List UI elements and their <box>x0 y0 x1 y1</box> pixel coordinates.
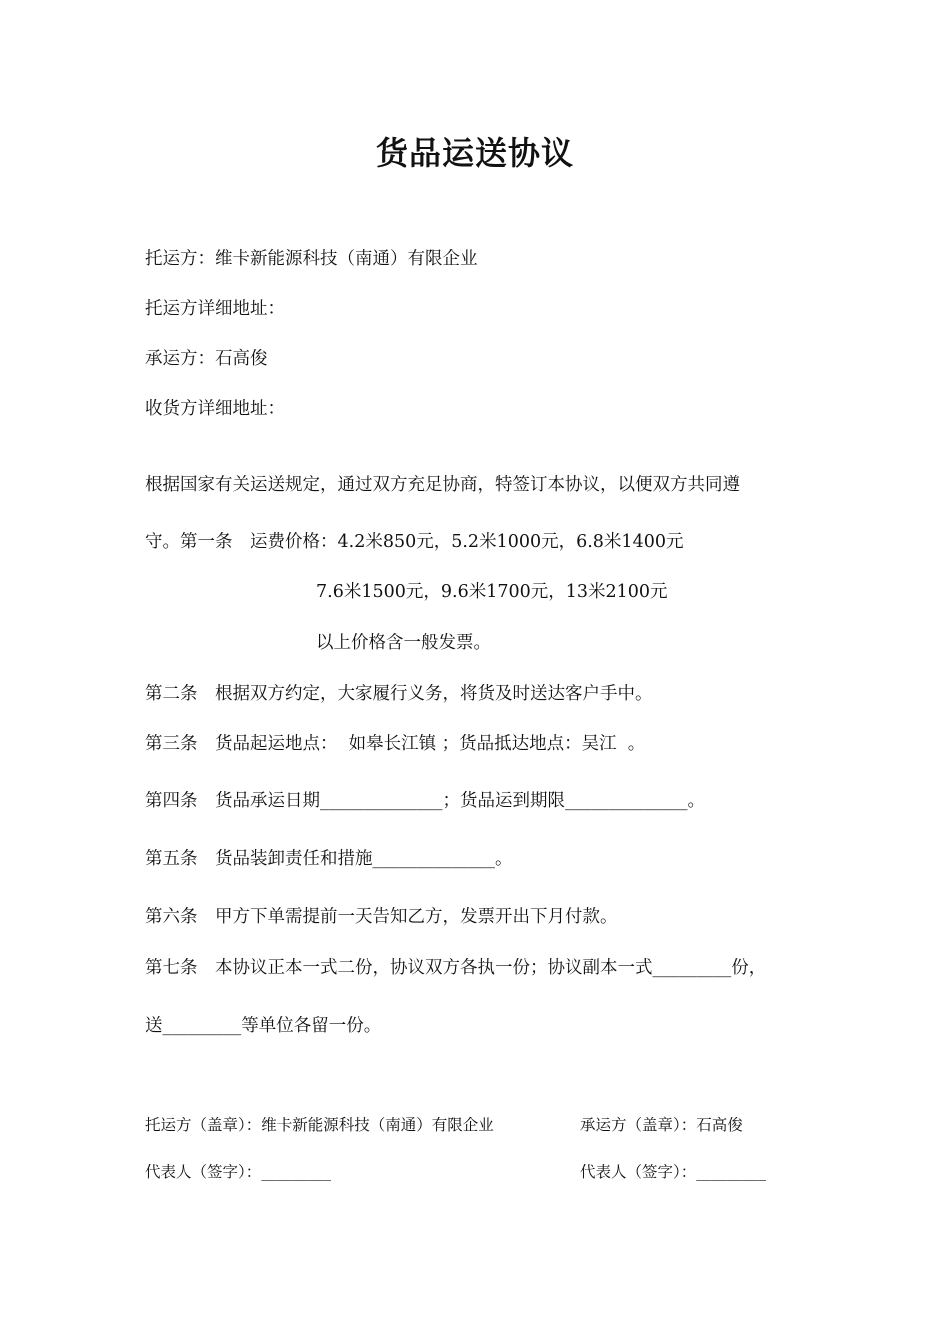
article-2: 第二条 根据双方约定，大家履行义务，将货及时送达客户手中。 <box>145 684 653 704</box>
intro-line-2: 守。第一条 运费价格：4.2米850元，5.2米1000元，6.8米1400元 <box>145 532 684 552</box>
carrier-seal: 承运方（盖章）：石高俊 <box>580 1116 743 1134</box>
article-7-line-1: 第七条 本协议正本一式二份，协议双方各执一份；协议副本一式_________份， <box>145 958 767 978</box>
shipper-seal: 托运方（盖章）：维卡新能源科技（南通）有限企业 <box>145 1116 494 1134</box>
carrier-representative: 代表人（签字）：_________ <box>580 1163 767 1181</box>
shipper-name: 托运方：维卡新能源科技（南通）有限企业 <box>145 249 478 269</box>
article-5: 第五条 货品装卸责任和措施______________。 <box>145 849 513 869</box>
consignee-address: 收货方详细地址： <box>145 399 285 419</box>
article-4: 第四条 货品承运日期______________；货品运到期限______________。 <box>145 791 705 811</box>
article-3: 第三条 货品起运地点： 如皋长江镇 ；货品抵达地点：吴江 。 <box>145 734 646 754</box>
intro-line-1: 根据国家有关运送规定，通过双方充足协商，特签订本协议，以便双方共同遵 <box>145 475 740 495</box>
shipper-representative: 代表人（签字）：_________ <box>145 1163 332 1181</box>
price-note: 以上价格含一般发票。 <box>316 633 491 653</box>
article-7-line-2: 送_________等单位各留一份。 <box>145 1016 382 1036</box>
carrier-name: 承运方：石高俊 <box>145 349 268 369</box>
shipper-address: 托运方详细地址： <box>145 299 285 319</box>
document-title: 货品运送协议 <box>375 134 574 172</box>
article-6: 第六条 甲方下单需提前一天告知乙方，发票开出下月付款。 <box>145 907 618 927</box>
price-line-2: 7.6米1500元，9.6米1700元，13米2100元 <box>316 582 668 602</box>
